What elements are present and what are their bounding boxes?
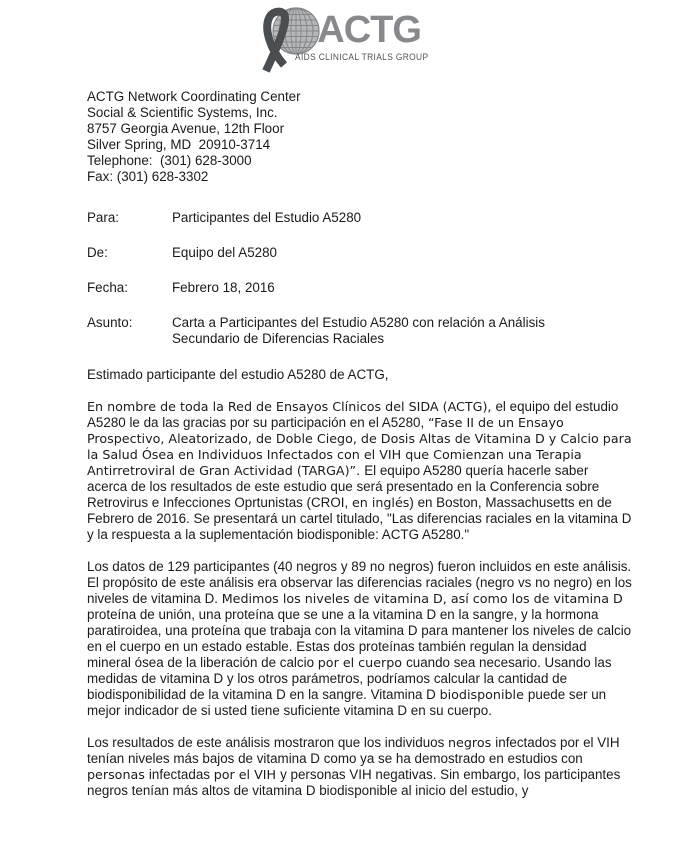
letterhead-line: Telephone: (301) 628-3000 [87, 153, 252, 168]
text-segment: en inglés [351, 495, 410, 510]
letter-paragraph [87, 735, 632, 799]
text-segment: biodisponible [439, 687, 528, 702]
text-segment: infectados por el VIH tenían niveles más bajos de vitamina D como ya se ha demostrado en estudios con [87, 735, 620, 766]
text-segment: Medimos los niveles de vitamina D, así como los de vitamina D [221, 591, 623, 606]
text-segment: y personas VIH negativas. Sin embargo, los participantes negros tenían más altos de vitamina D biodisponible al inicio del estudio, y [87, 767, 621, 798]
logo-tagline: AIDS CLINICAL TRIALS GROUP [295, 52, 429, 62]
letter-body [87, 399, 632, 799]
memo-field-label: Asunto: [87, 315, 133, 330]
logo [0, 0, 699, 77]
text-segment: Los datos de 129 participantes (40 negros y 89 no negros) fueron incluidos en este análisis. El propósito de este análisis era observar las diferencias raciales (negro vs no negro) en los niveles de vitamina D. [87, 559, 632, 606]
text-segment: puede ser un mejor indicador de si usted tiene suficiente vitamina D en su cuerpo. [87, 687, 607, 718]
text-segment: En nombre de toda la Red de Ensayos Clínicos del SIDA (ACTG), [87, 399, 496, 414]
text-segment: por el cuerpo [317, 655, 407, 670]
text-segment: personas [87, 767, 149, 782]
text-segment: el equipo del estudio A5280 le da las gracias por su participación en el A5280, [87, 399, 619, 430]
memo-fields [87, 210, 632, 347]
memo-row [87, 280, 632, 296]
text-segment: negros [448, 735, 496, 750]
memo-row [87, 210, 632, 226]
logo-acronym: ACTG [317, 9, 421, 51]
text-segment: ) en Boston, Massachusetts en de Febrero de 2016. Se presentará un cartel titulado, "Las diferencias raciales en la vitamina D y la respuesta a la suplementación biodisponible: ACTG A5280." [87, 495, 632, 542]
letter-paragraph [87, 559, 632, 719]
logo-text [295, 5, 438, 62]
salutation: Estimado participante del estudio A5280 de ACTG, [87, 367, 389, 382]
memo-field-value: Equipo del A5280 [172, 245, 277, 260]
memo-field-label: Fecha: [87, 280, 128, 295]
memo-field-label: De: [87, 245, 108, 260]
letterhead-line: Silver Spring, MD 20910-3714 [87, 137, 271, 152]
text-segment: proteína de unión, una proteína que se une a la vitamina D en la sangre, y la hormona paratiroidea, una proteína que trabaja con la vitamina D para mantener los niveles de calcio en el cuerpo en un estado estable. Estas dos proteínas también regulan la densidad mineral ósea de la liberación de calcio [87, 607, 632, 670]
text-segment: por el VIH [213, 767, 281, 782]
letterhead-line: ACTG Network Coordinating Center [87, 89, 301, 104]
memo-row [87, 245, 632, 261]
letterhead-line: Fax: (301) 628-3302 [87, 169, 209, 184]
memo-field-value: Participantes del Estudio A5280 [172, 210, 362, 225]
letterhead [87, 89, 632, 185]
text-segment: El equipo A5280 quería hacerle saber acerca de los resultados de este estudio que será presentado en la Conferencia sobre Retrovirus e Infecciones Oprtunistas (CROI, [87, 463, 600, 510]
memo-row [87, 315, 632, 347]
text-segment: Los resultados de este análisis mostraron que los individuos [87, 735, 449, 750]
memo-field-value: Carta a Participantes del Estudio A5280 con relación a Análisis Secundario de Diferencias Raciales [172, 315, 545, 346]
text-segment: “Fase II de un Ensayo Prospectivo, Aleatorizado, de Doble Ciego, de Dosis Altas de Vitamina D y Calcio para la Salud Ósea en Individuos Infectados con el VIH que Comienzan una Terapia Antirretroviral de Gran Actividad (TARGA)”. [87, 415, 632, 478]
logo-lockup [260, 5, 438, 77]
memo-field-label: Para: [87, 210, 120, 225]
aids-ribbon-globe-icon [260, 5, 324, 77]
letter-paragraph [87, 399, 632, 543]
memo-field-value: Febrero 18, 2016 [172, 280, 275, 295]
text-segment: infectadas [148, 767, 214, 782]
letterhead-line: 8757 Georgia Avenue, 12th Floor [87, 121, 285, 136]
letterhead-line: Social & Scientific Systems, Inc. [87, 105, 278, 120]
text-segment: cuando sea necesario. Usando las medidas de vitamina D y los otros parámetros, podríamos calcular la cantidad de biodisponibilidad de la vitamina D en la sangre. Vitamina D [87, 655, 612, 702]
